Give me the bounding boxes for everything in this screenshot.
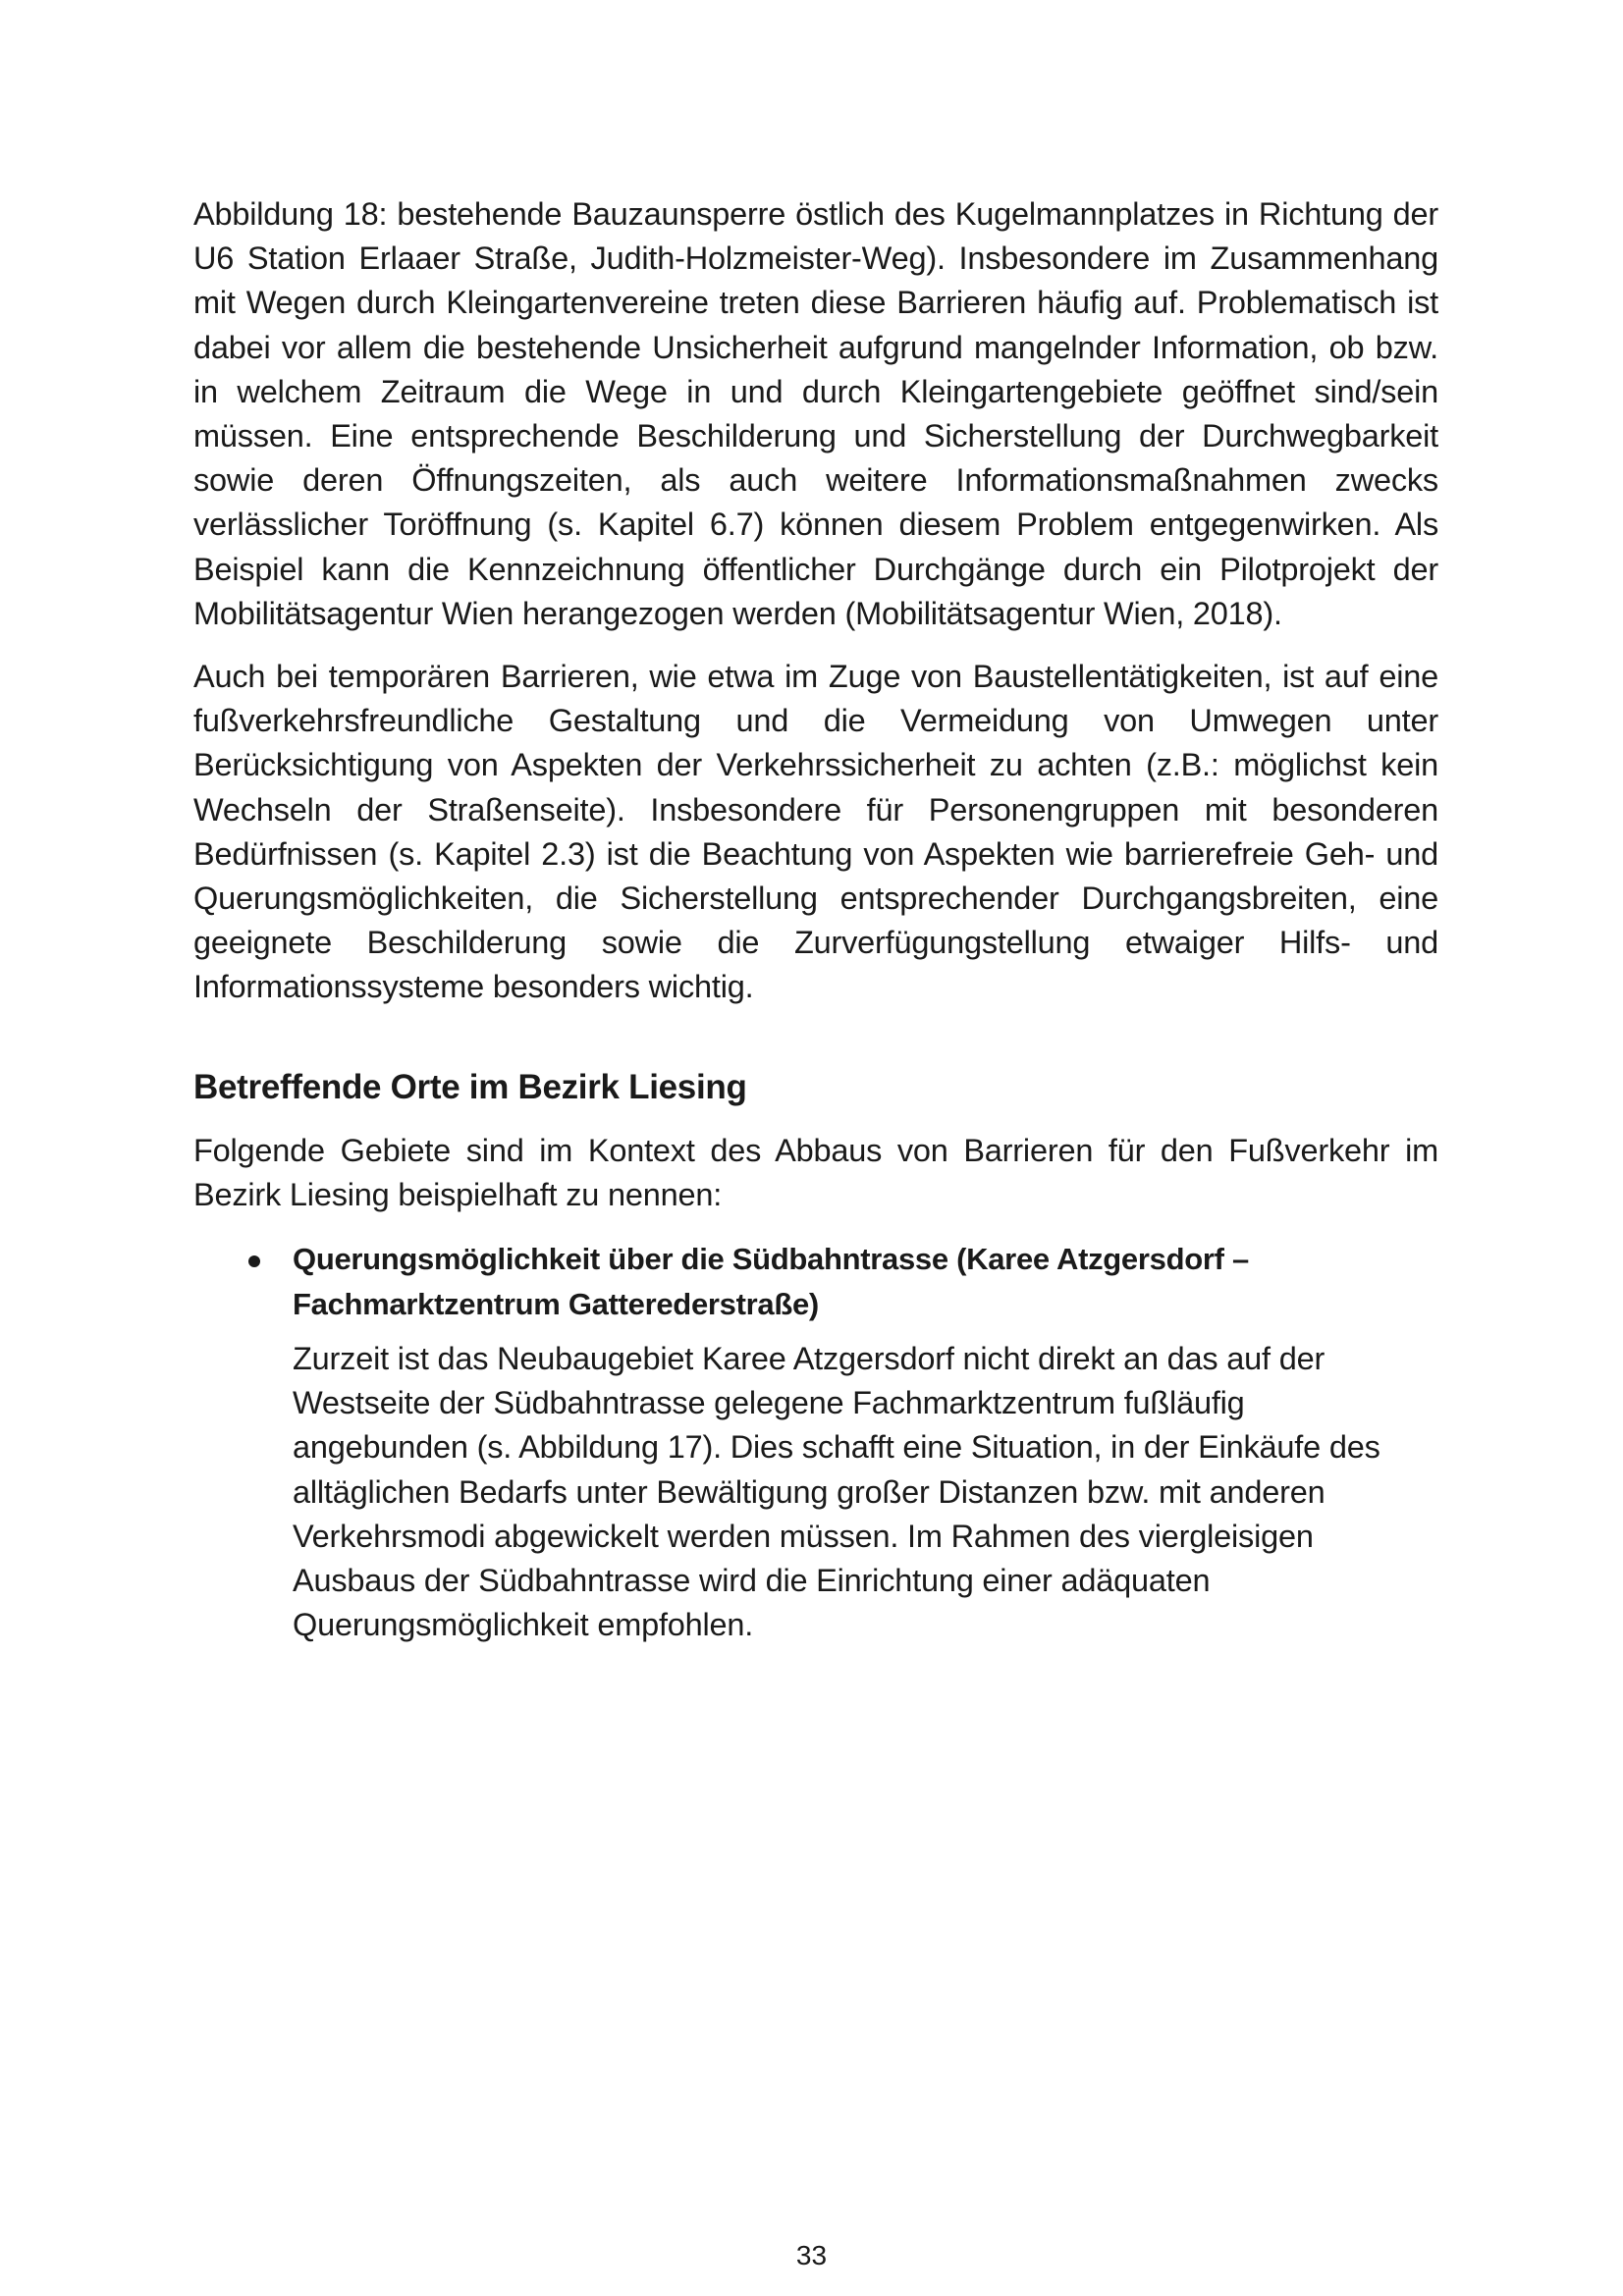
- bullet-list: [193, 1237, 1438, 1647]
- list-item: [193, 1237, 1438, 1647]
- body-paragraph: Auch bei temporären Barrieren, wie etwa im Zuge von Baustellentätigkeiten, ist auf eine fußverkehrsfreundliche Gestaltung und die Vermeidung von Umwegen unter Berücksichtigung von Aspekten der Verkehrssicherheit zu achten (z.B.: möglichst kein Wechseln der Straßenseite). Insbesondere für Personengruppen mit besonderen Bedürfnissen (s. Kapitel 2.3) ist die Beachtung von Aspekten wie barrierefreie Geh- und Querungsmöglichkeiten, die Sicherstellung entsprechender Durchgangsbreiten, eine geeignete Beschilderung sowie die Zurverfügungstellung etwaiger Hilfs- und Informationssysteme besonders wichtig.: [193, 659, 1438, 1005]
- section-heading: Betreffende Orte im Bezirk Liesing: [193, 1067, 747, 1106]
- page-number: 33: [795, 2240, 828, 2270]
- document-page: [193, 192, 1438, 1647]
- list-item-body: Zurzeit ist das Neubaugebiet Karee Atzgersdorf nicht direkt an das auf der Westseite der Südbahntrasse gelegene Fachmarktzentrum fußläufig angebunden (s. Abbildung 17). Dies schafft eine Situation, in der Einkäufe des alltäglichen Bedarfs unter Bewältigung großer Distanzen bzw. mit anderen Verkehrsmodi abgewickelt werden müssen. Im Rahmen des viergleisigen Ausbaus der Südbahntrasse wird die Einrichtung einer adäquaten Querungsmöglichkeit empfohlen.: [293, 1341, 1380, 1643]
- section-intro: Folgende Gebiete sind im Kontext des Abbaus von Barrieren für den Fußverkehr im Bezirk Liesing beispielhaft zu nennen:: [193, 1132, 1438, 1212]
- bullet-dot-icon: [248, 1255, 260, 1267]
- list-item-title: Querungsmöglichkeit über die Südbahntrasse (Karee Atzgersdorf – Fachmarktzentrum Gatterederstraße): [293, 1242, 1249, 1321]
- body-paragraph: Abbildung 18: bestehende Bauzaunsperre östlich des Kugelmannplatzes in Richtung der U6 Station Erlaaer Straße, Judith-Holzmeister-Weg). Insbesondere im Zusammenhang mit Wegen durch Kleingartenvereine treten diese Barrieren häufig auf. Problematisch ist dabei vor allem die bestehende Unsicherheit aufgrund mangelnder Information, ob bzw. in welchem Zeitraum die Wege in und durch Kleingartengebiete geöffnet sind/sein müssen. Eine entsprechende Beschilderung und Sicherstellung der Durchwegbarkeit sowie deren Öffnungszeiten, als auch weitere Informationsmaßnahmen zwecks verlässlicher Toröffnung (s. Kapitel 6.7) können diesem Problem entgegenwirken. Als Beispiel kann die Kennzeichnung öffentlicher Durchgänge durch ein Pilotprojekt der Mobilitätsagentur Wien herangezogen werden (Mobilitätsagentur Wien, 2018).: [193, 196, 1438, 631]
